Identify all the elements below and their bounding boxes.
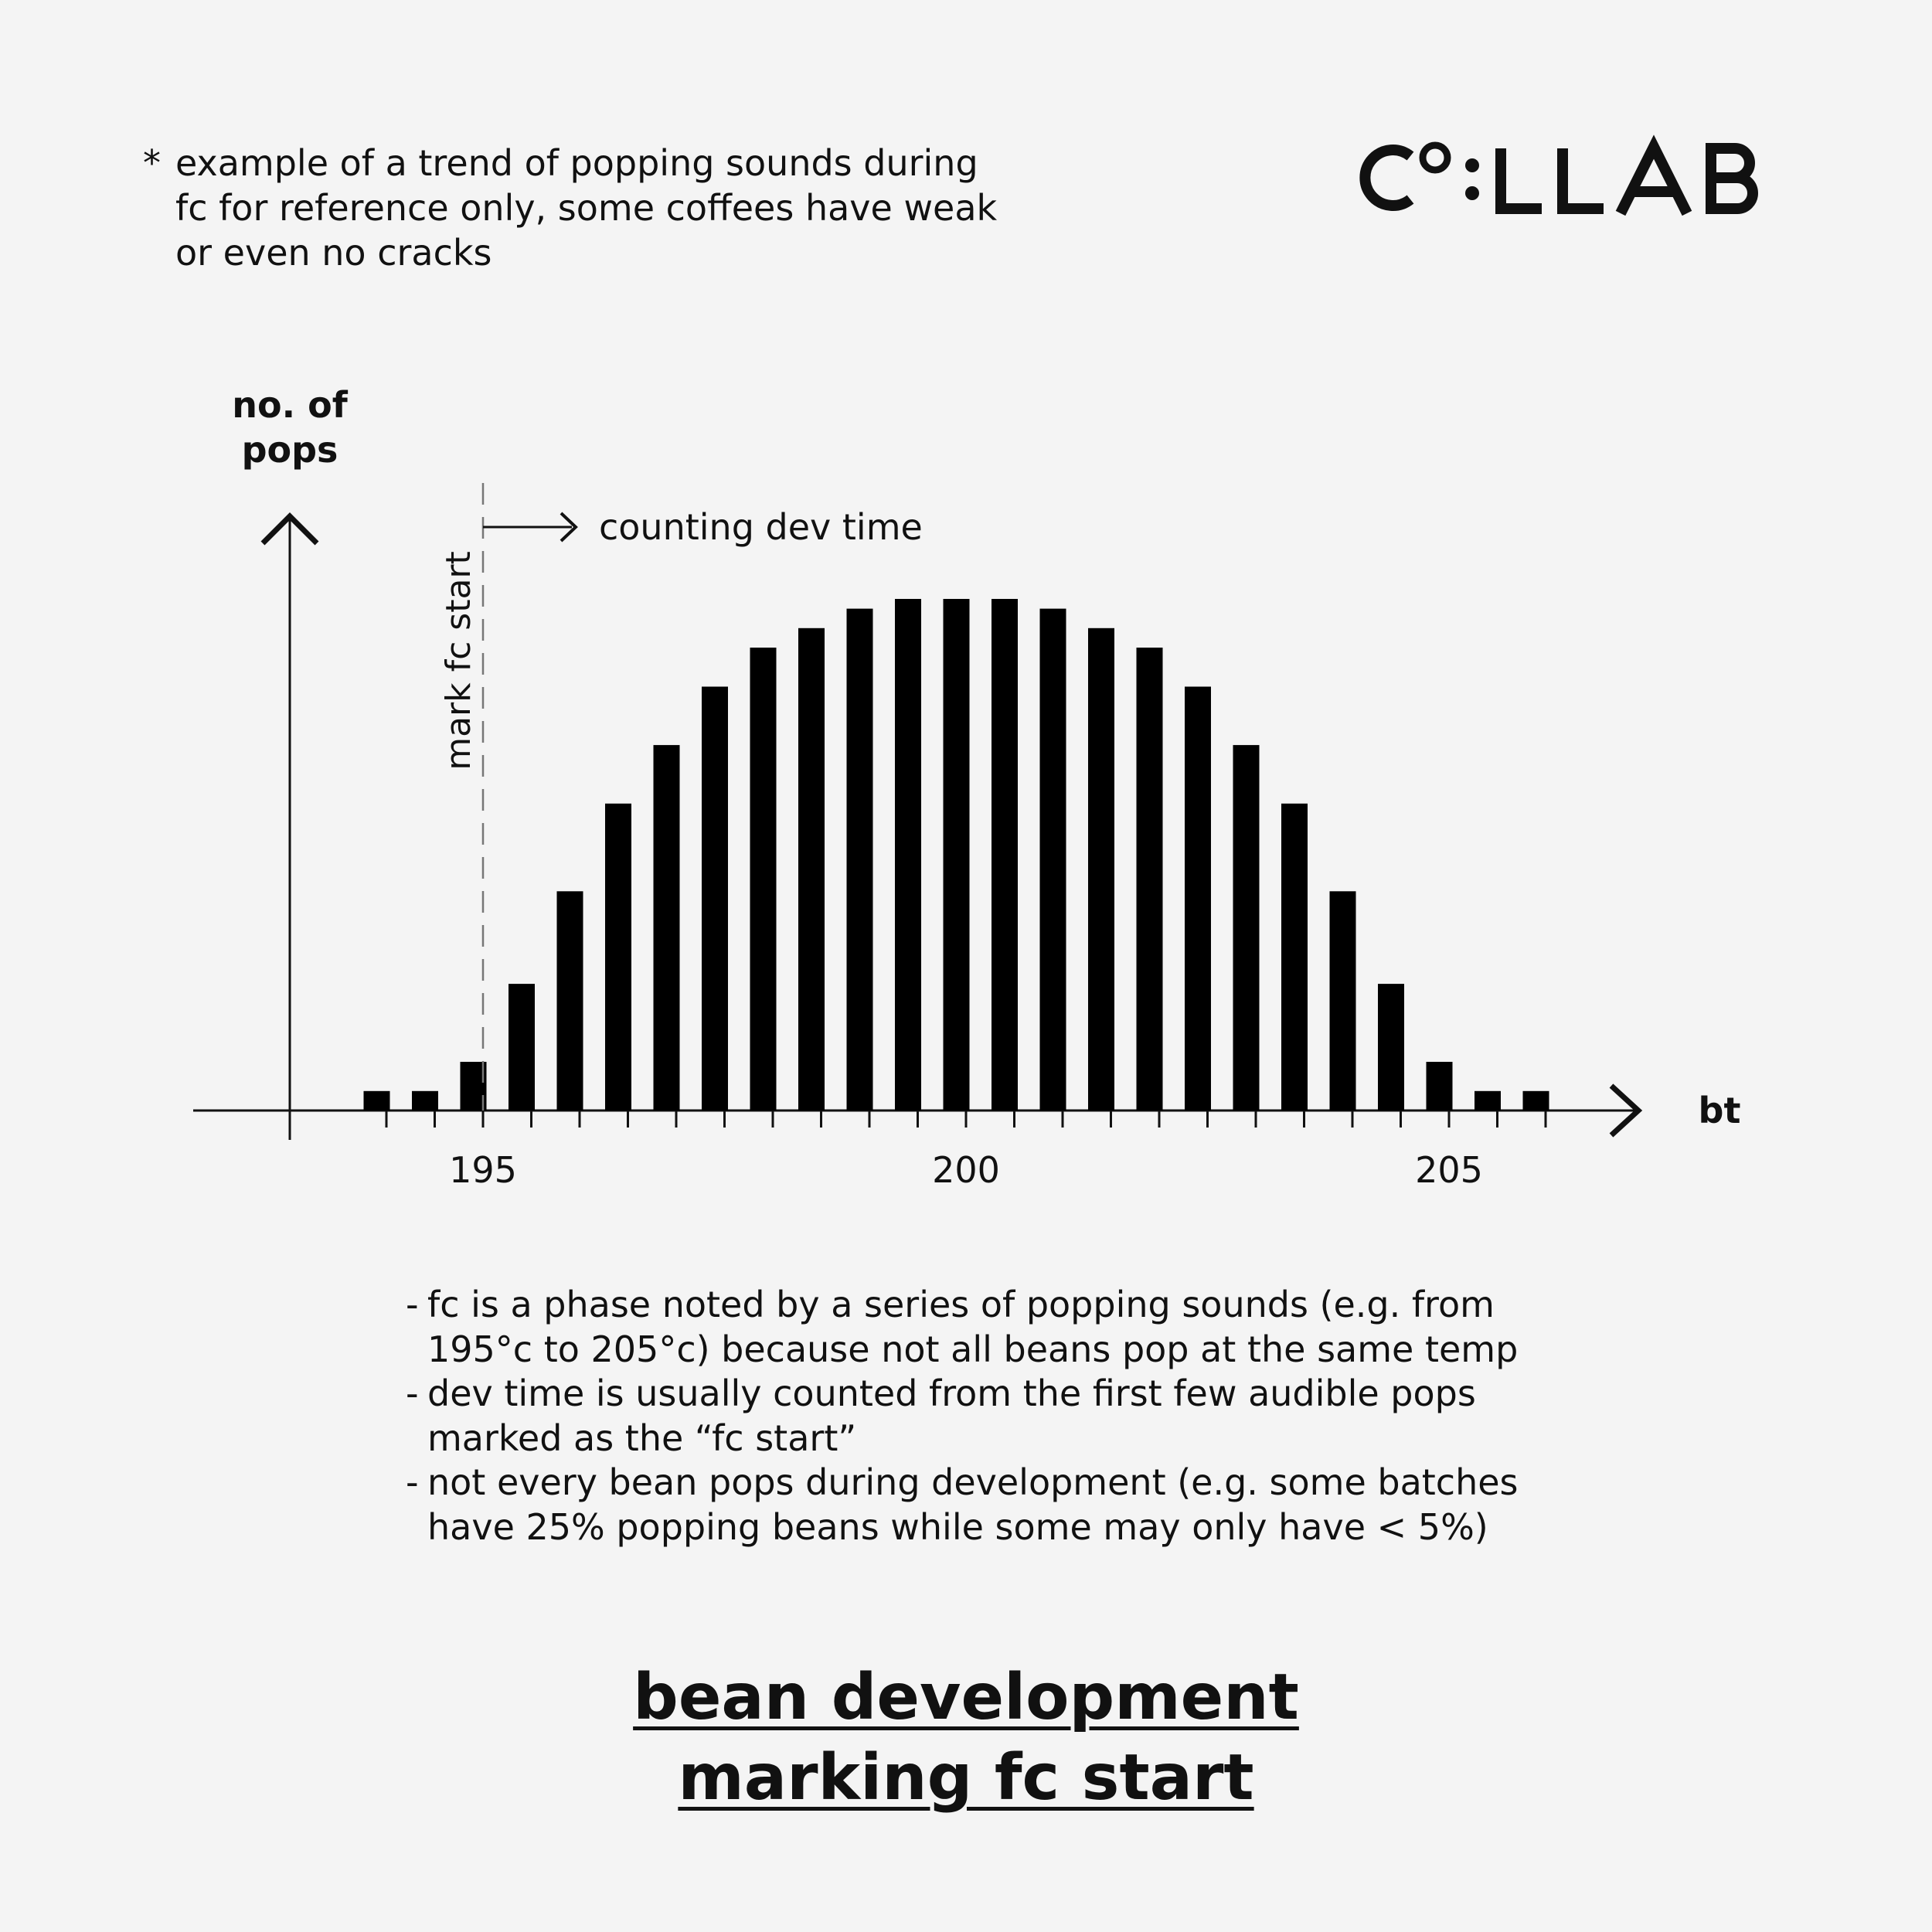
bar: [1185, 687, 1211, 1111]
bar: [1040, 609, 1066, 1111]
list-item: [406, 1461, 1519, 1549]
bullet-2-line-1: - dev time is usually counted from the first few audible pops: [427, 1372, 1476, 1414]
bar: [1427, 1062, 1453, 1111]
bar: [509, 984, 535, 1111]
note-line-1: example of a trend of popping sounds during: [175, 142, 978, 184]
bullet-3-line-1: - not every bean pops during development (e.g. some batches: [427, 1461, 1519, 1503]
title-line-2: marking fc start: [678, 1741, 1254, 1815]
bar: [702, 687, 728, 1111]
bar: [847, 609, 873, 1111]
x-tick-label: 205: [1415, 1149, 1483, 1191]
bar: [750, 648, 777, 1111]
bar: [557, 891, 583, 1111]
note-line-2: fc for reference only, some coffees have weak: [175, 187, 998, 229]
note-asterisk: *: [143, 142, 161, 184]
bullet-3-line-2: have 25% popping beans while some may only have < 5%): [427, 1505, 1488, 1548]
page-title: [0, 1658, 1932, 1818]
bar: [1137, 648, 1163, 1111]
bar: [364, 1091, 390, 1111]
bar: [1088, 628, 1114, 1111]
bar: [1378, 984, 1404, 1111]
fc-start-marker-label: mark fc start: [439, 551, 478, 770]
bar: [1233, 745, 1260, 1111]
bar: [1330, 891, 1356, 1111]
bar: [992, 599, 1018, 1111]
note-line-3: or even no cracks: [175, 232, 492, 274]
bar: [654, 745, 680, 1111]
bar: [895, 599, 921, 1111]
bar: [1475, 1091, 1501, 1111]
bar: [798, 628, 825, 1111]
bullet-1-line-2: 195°c to 205°c) because not all beans pop at the same temp: [427, 1328, 1519, 1370]
bullet-2-line-2: marked as the “fc start”: [427, 1417, 857, 1459]
bar: [1281, 804, 1308, 1111]
bullet-1-line-1: - fc is a phase noted by a series of popping sounds (e.g. from: [427, 1284, 1495, 1325]
ticks-group: [386, 1111, 1546, 1191]
explanation-list: [406, 1283, 1519, 1549]
bar: [944, 599, 970, 1111]
y-axis-label-line-2: pops: [241, 429, 338, 471]
title-line-1: bean development: [633, 1661, 1299, 1734]
x-tick-label: 195: [449, 1149, 517, 1191]
list-item: [406, 1283, 1519, 1372]
list-item: [406, 1372, 1519, 1461]
dev-time-label: counting dev time: [599, 506, 923, 548]
bars-group: [364, 599, 1549, 1111]
y-axis-label-line-1: no. of: [232, 384, 348, 426]
x-axis-label: bt: [1698, 1090, 1741, 1131]
bar: [1523, 1091, 1549, 1111]
bar: [605, 804, 631, 1111]
bar: [412, 1091, 438, 1111]
x-tick-label: 200: [932, 1149, 1000, 1191]
